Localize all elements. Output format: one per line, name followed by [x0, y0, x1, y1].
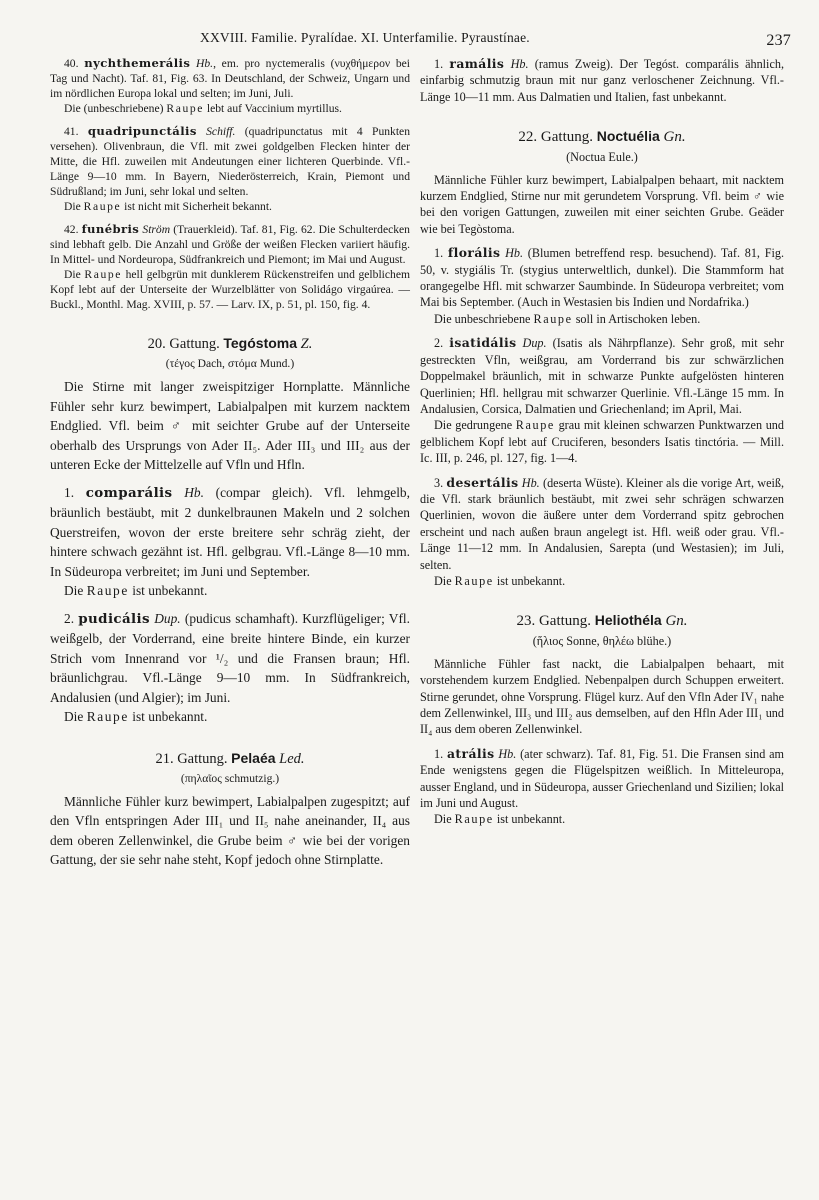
- genus-etymology: (πηλαῖος schmutzig.): [180, 771, 280, 785]
- species-name: comparális: [85, 484, 173, 501]
- species-name: pudicális: [78, 610, 150, 627]
- species-paragraph: [50, 222, 410, 267]
- species-author: Hb.: [521, 475, 540, 490]
- genus-label: 22. Gattung.: [518, 129, 593, 146]
- larva-word: Raupe: [83, 200, 122, 213]
- species-author: Hb.: [184, 484, 204, 500]
- species-description: (Isatis als Nährpflanze). Sehr groß, mit sehr gestreckten Vfln, weißgrau, am Vorderrand bis zur schwärzlichen Doppelmakel bräunlich, mit in schwarze Punkte aufgelösten hinteren Querlinien; Hfl. hellgrau mit schwarzer Querlinie. Vfl.-Länge 15 mm. In Andalusien, Corsica, Dalmatien und Griechenland; im April, Mai.: [420, 336, 785, 416]
- genus-description: Männliche Fühler kurz bewimpert, Labialpalpen behaart, mit nacktem kurzem Endglied, Stirne nur mit gerundetem Vorsprung. Vfl. beim ♂ wie bei den vorigen Gattungen, zuweilen mit einer seichten Grube. Geäder wie bei Tegòstoma.: [420, 172, 784, 236]
- genus-etymology: (Noctua Eule.): [566, 150, 638, 165]
- larva-word: Raupe: [515, 418, 555, 433]
- larva-note: [420, 811, 784, 827]
- genus-author: Led.: [279, 750, 305, 767]
- species-number: 2.: [434, 336, 444, 351]
- larva-text: Die unbeschriebene: [434, 311, 534, 326]
- genus-etymology: (ἥλιος Sonne, θηλέω blühe.): [532, 634, 672, 649]
- larva-text: ist nicht mit Sicherheit bekannt.: [121, 200, 272, 213]
- genus-name: Tegóstoma: [223, 335, 298, 351]
- larva-text: ist unbekannt.: [128, 583, 208, 598]
- larva-note: [420, 573, 784, 589]
- larva-word: Raupe: [533, 311, 573, 326]
- species-name: desertális: [446, 474, 519, 490]
- species-paragraph: [50, 609, 410, 708]
- genus-etymology: (τέγος Dach, στόμα Mund.): [165, 357, 295, 370]
- species-entry: [50, 609, 410, 727]
- genus-heading: [420, 127, 784, 147]
- species-author: Dup.: [522, 336, 547, 351]
- species-description: (pudicus schamhaft). Kurzflügeliger; Vfl. weißgelb, der Vorderrand, eine breite hintere Binde, ein kurzer Strich vom Innenrand vor ¹/₂ und die Fransen braun; Hfl. bräunlichgrau. Vfl.-Länge 9—10 mm. In Südfrankreich, Andalusien (und Algier); im Juni.: [50, 610, 410, 705]
- larva-text: Die: [434, 573, 455, 588]
- larva-text: soll in Artischoken leben.: [572, 311, 701, 326]
- species-number: 1.: [434, 246, 444, 261]
- species-description: (ater schwarz). Taf. 81, Fig. 51. Die Fransen sind am Ende wenigstens gegen die Flügelspitzen weißlich. In Mitteleuropa, ausser England, und in Südeuropa, ausser Griechenland und Sizilien; lokal im Juni und August.: [420, 746, 785, 811]
- species-number: 1.: [434, 746, 444, 761]
- larva-note: [50, 267, 410, 312]
- species-entry: [420, 335, 784, 466]
- species-entry: [420, 475, 784, 590]
- running-header: [0, 30, 819, 50]
- species-entry: [50, 124, 410, 214]
- species-number: 1.: [434, 57, 444, 71]
- species-author: Schiff.: [206, 125, 236, 138]
- species-description: (quadripunctatus mit 4 Punkten versehen). Olivenbraun, die Vfl. mit zwei goldgelben Flecken hinter der Mitte, die Hfl. zuweilen mit Andeutungen einer lichteren Querbinde. Vfl.-Länge 9—10 mm. In Bayern, Niederösterreich, Krain, Piemont und Südrußland; im Juni, sehr lokal und selten.: [50, 125, 410, 198]
- larva-note: [420, 417, 784, 466]
- species-author: Hb.: [195, 57, 214, 70]
- larva-text: Die: [64, 583, 87, 598]
- species-paragraph: [420, 335, 784, 417]
- species-name: atrális: [446, 745, 495, 761]
- species-entry: [420, 56, 784, 105]
- larva-text: hell gelbgrün mit dunklerem Rückenstreifen und gelblichem Kopf lebt auf der Unterseite der Wurzelblätter von Solidágo virgaúrea. — Buckl., Monthl. Mag. XVIII, p. 57. — Larv. IX, p. 51, pl. 150, fig. 4.: [50, 268, 410, 311]
- species-description: (Trauerkleid). Taf. 81, Fig. 62. Die Schulterdecken sind lebhaft gelb. Die Anzahl und Größe der weißen Flecken variiert häufig. In Mittel- und Nordeuropa, Südfrankreich und Piemont; im Mai und August.: [50, 223, 410, 266]
- species-paragraph: [420, 475, 784, 573]
- species-name: isatidális: [449, 335, 517, 351]
- larva-text: Die: [434, 812, 455, 827]
- larva-text: Die: [64, 200, 84, 213]
- species-author: Ström: [142, 223, 171, 236]
- species-paragraph: [50, 56, 410, 101]
- larva-text: Die (unbeschriebene): [64, 102, 167, 115]
- species-entry: [50, 222, 410, 312]
- species-paragraph: [50, 483, 410, 582]
- larva-text: Die gedrungene: [434, 418, 516, 433]
- larva-text: Die: [64, 268, 85, 281]
- species-number: 40.: [64, 57, 79, 70]
- species-number: 41.: [64, 125, 79, 138]
- larva-note: [50, 199, 410, 214]
- species-name: florális: [447, 245, 501, 261]
- species-name: ramális: [449, 56, 505, 71]
- larva-text: lebt auf Vaccinium myrtillus.: [204, 102, 342, 115]
- larva-word: Raupe: [84, 268, 122, 281]
- larva-text: Die: [64, 709, 87, 724]
- species-number: 3.: [434, 475, 444, 490]
- species-entry: [420, 746, 784, 828]
- species-entry: [50, 56, 410, 116]
- genus-author: Gn.: [665, 613, 688, 630]
- species-name: funébris: [81, 222, 140, 236]
- species-number: 1.: [64, 484, 75, 500]
- larva-note: [50, 707, 410, 727]
- genus-heading: [50, 334, 410, 354]
- species-paragraph: [420, 56, 784, 105]
- larva-word: Raupe: [86, 709, 129, 724]
- left-column: [50, 56, 410, 870]
- species-author: Hb.: [505, 246, 524, 261]
- species-description: , em. pro nyctemeralis (νυχθήμερον bei Tag und Nacht). Taf. 81, Fig. 63. In Deutschland, der Schweiz, Ungarn und im nördlichen Europa lokal und selten; im Juni, Juli.: [50, 57, 410, 100]
- species-name: nychthemerális: [84, 56, 191, 70]
- species-paragraph: [420, 746, 784, 812]
- genus-name: Pelaéa: [231, 749, 276, 766]
- larva-note: [50, 101, 410, 116]
- larva-word: Raupe: [454, 573, 494, 588]
- species-description: (deserta Wüste). Kleiner als die vorige Art, weiß, die Vfl. stark bräunlich bestäubt, mit zwei sehr schrägen schwarzen Querlinien, wovon die äußere unter dem Vorderrand spitz gebrochen erscheint und nach außen braun angelegt ist. Hfl. weiß oder grau. Vfl.-Länge 11—12 mm. In Andalusien, Sarepta (und Westasien); im Juli, selten.: [420, 475, 784, 572]
- genus-author: Z.: [300, 336, 313, 352]
- species-description: (ramus Zweig). Der Tegóst. comparális ähnlich, einfarbig schmutzig braun mit nur ganz verloschener Zeichnung. Vfl.-Länge 10—11 mm. Aus Dalmatien und Italien, fast unbekannt.: [420, 57, 784, 104]
- genus-heading: [50, 749, 410, 769]
- genus-description: Männliche Fühler kurz bewimpert, Labialpalpen zugespitzt; auf den Vfln entspringen Ader III₁ und II₅ nahe aneinander, II₄ aus dem oberen Zellenwinkel, die Grube beim ♂ wie bei der vorigen Gattung, der sie sehr nahe steht, Kopf jedoch ohne Stirnplatte.: [50, 793, 410, 867]
- larva-word: Raupe: [166, 102, 204, 115]
- genus-label: 20. Gattung.: [147, 336, 220, 352]
- right-column: [420, 56, 784, 836]
- species-author: Hb.: [510, 57, 529, 71]
- genus-heading: [420, 611, 784, 631]
- larva-text: ist unbekannt.: [493, 573, 566, 588]
- genus-author: Gn.: [663, 129, 686, 146]
- species-author: Hb.: [498, 746, 517, 761]
- running-title: XXVIII. Familie. Pyralídae. XI. Unterfamilie. Pyraustínae.: [200, 30, 530, 45]
- species-paragraph: [50, 124, 410, 199]
- genus-name: Noctuélia: [596, 128, 660, 145]
- species-author: Dup.: [154, 610, 181, 626]
- larva-note: [420, 311, 784, 327]
- species-entry: [50, 483, 410, 601]
- genus-label: 21. Gattung.: [155, 750, 228, 767]
- species-number: 42.: [64, 223, 79, 236]
- larva-text: ist unbekannt.: [128, 709, 208, 724]
- species-description: (compar gleich). Vfl. lehmgelb, bräunlich bestäubt, mit 2 dunkelbraunen Makeln und 2 solchen Querstreifen, wovon der erste breitere sehr schräg zieht, der hintere schwach gezähnt ist. Hfl. gelbgrau. Vfl.-Länge 8—10 mm. In Südeuropa verbreitet; im Juni und September.: [50, 484, 410, 579]
- larva-text: grau mit kleinen schwarzen Punktwarzen und gelblichem Kopf lebt auf Cruciferen, besonders Isatis tinctória. — Mill. Ic. III, p. 246, pl. 127, fig. 1—4.: [420, 418, 784, 466]
- genus-description: Männliche Fühler fast nackt, die Labialpalpen behaart, mit vorstehendem kurzem Endglied. Nebenpalpen durch Schuppen erweitert. Stirne gerundet, ohne Vorsprung. Flügel kurz. Auf den Vfln Ader IV₁ nahe dem Zellenwinkel, III₃ und III₂ aus demselben, auf den Hfln Ader III₁ und II₄ aus dem oberen Zellenwinkel.: [420, 656, 784, 737]
- species-number: 2.: [64, 610, 75, 626]
- larva-word: Raupe: [454, 812, 494, 827]
- genus-description: Die Stirne mit langer zweispitziger Hornplatte. Männliche Fühler sehr kurz bewimpert, Labialpalpen mit kurzem nacktem Endglied. Vfl. beim ♂ mit seichter Grube auf der Unterseite oberhalb des Ursprungs von Ader II₅. Ader III₃ und III₂ aus der unteren Ecke der Mittelzelle auf Vfln und Hfln.: [50, 379, 410, 472]
- larva-word: Raupe: [86, 583, 129, 598]
- species-entry: [420, 245, 784, 327]
- species-name: quadripunctális: [87, 124, 197, 138]
- genus-name: Heliothéla: [594, 612, 662, 629]
- species-paragraph: [420, 245, 784, 311]
- species-description: (Blumen betreffend resp. besuchend). Taf. 81, Fig. 50, v. stygiális Tr. (stygius unterweltlich, dunkel). Die Stammform hat orangegelbe Hfl. mit schwarzer Saumbinde. In Südeuropa verbreitet; vom Mai bis September. (Auch in Westasien bis Indien und Nordafrika.): [420, 246, 785, 310]
- larva-text: ist unbekannt.: [493, 812, 566, 827]
- genus-label: 23. Gattung.: [516, 613, 592, 630]
- page-number: 237: [766, 32, 791, 49]
- larva-note: [50, 581, 410, 601]
